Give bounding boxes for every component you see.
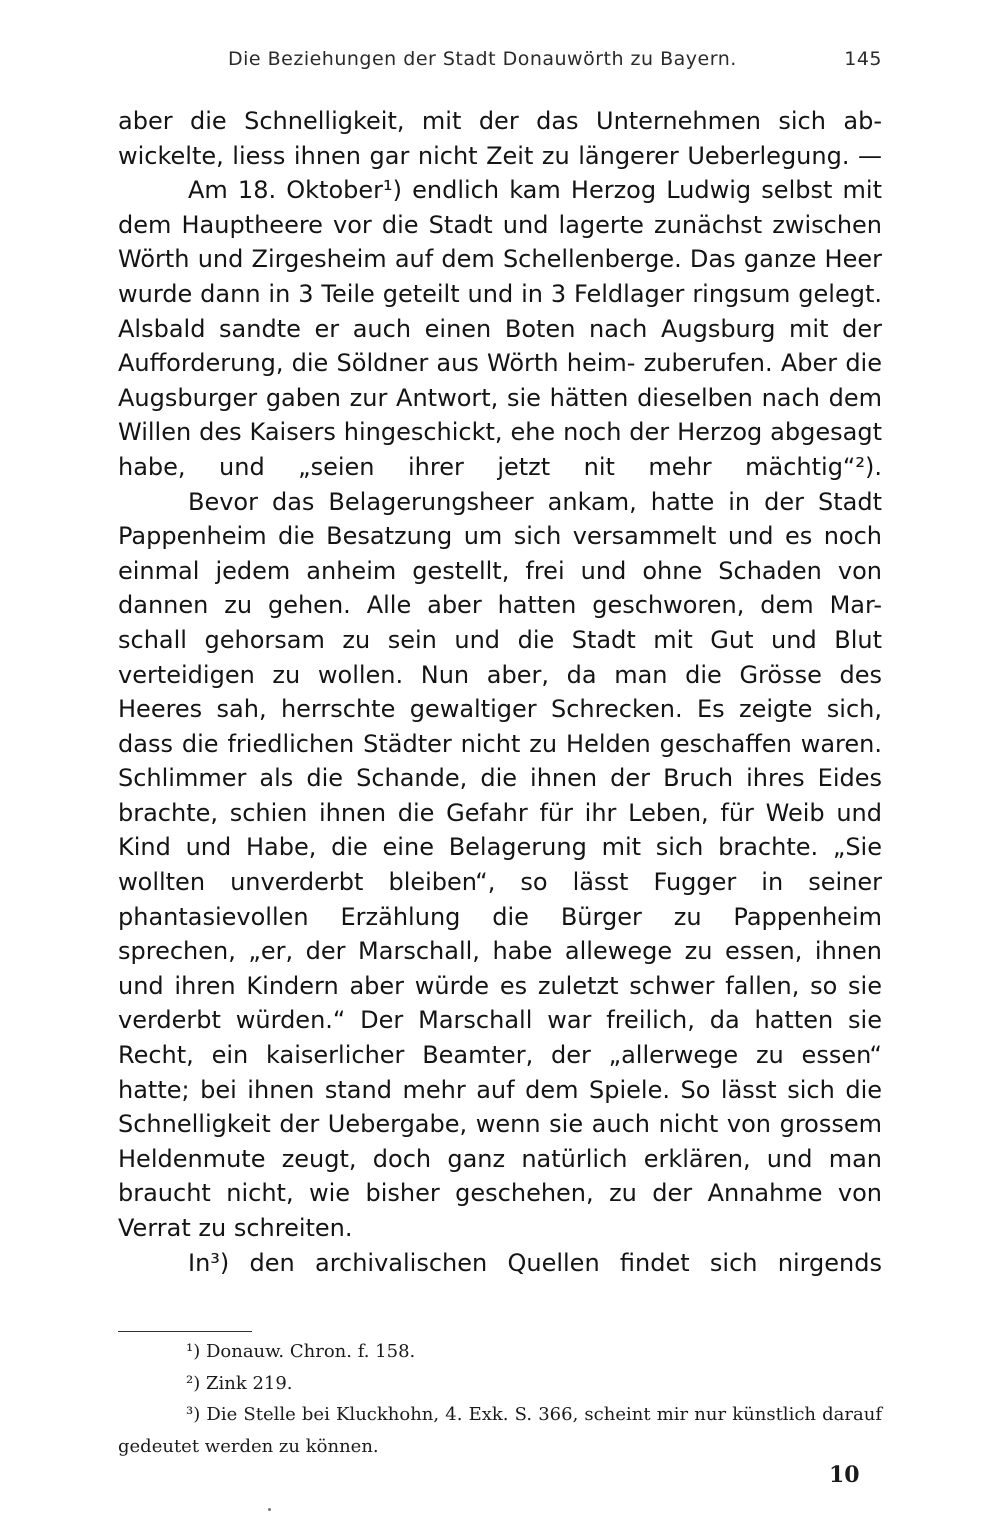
text-line: Am 18. Oktober¹) endlich kam Herzog Ludwig selbst <box>188 176 833 205</box>
paragraph-4 <box>118 1246 882 1281</box>
text-line: ein kaiserlicher Beamter, der „allerwege zu essen“ hatte; <box>118 1041 882 1104</box>
text-line: mit dem Hauptheere vor die Stadt und lagerte zunächst <box>118 176 882 239</box>
text-line: Pappenheim die Besatzung um sich versammelt und es noch <box>118 522 882 551</box>
text-line: dannen zu gehen. Alle aber hatten geschworen, dem Mar- <box>118 591 882 620</box>
text-line: Schlimmer als die Schande, die ihnen der Bruch ihres Eides <box>118 764 882 793</box>
footnote-separator <box>118 1331 252 1332</box>
text-line: zwischen Wörth und Zirgesheim auf dem Schellenberge. Das <box>118 210 882 274</box>
text-line: ehe noch der Herzog abgesagt habe, und „seien ihrer jetzt <box>118 418 882 481</box>
footnote-2: ²) Zink 219. <box>186 1372 293 1394</box>
text-line: hätten dieselben nach dem Willen des Kaisers hingeschickt, <box>118 383 882 447</box>
text-line: ringsum gelegt. Alsbald sandte er auch einen Boten nach <box>118 279 882 343</box>
text-line: „er, der Marschall, habe allewege zu essen, ihnen und ihren <box>118 937 882 1000</box>
text-line: würden.“ Der Marschall war freilich, da hatten sie Recht, <box>118 1006 882 1070</box>
text-line: bei ihnen stand mehr auf dem Spiele. So lässt sich die <box>200 1075 882 1104</box>
text-line: dass die friedlichen Städter nicht zu Helden geschaffen waren. <box>118 729 882 758</box>
text-line: ganze Heer wurde dann in 3 Teile geteilt und in 3 Feldlager <box>118 245 882 308</box>
signature-mark: 10 <box>829 1462 860 1488</box>
text-line: schall gehorsam zu sein und die Stadt mit Gut und Blut <box>118 625 882 654</box>
footnote-3: ³) Die Stelle bei Kluckhohn, 4. Exk. S. 366, scheint mir nur künstlich darauf gedeutet werden zu können. <box>118 1404 882 1457</box>
text-line: Verrat zu schreiten. <box>118 1214 353 1242</box>
text-line: braucht nicht, wie bisher geschehen, zu der Annahme von <box>118 1179 882 1208</box>
text-line: Augsburg mit der Aufforderung, die Söldner aus Wörth heim- <box>118 314 882 378</box>
paragraph-1 <box>118 104 882 173</box>
body-text <box>118 104 882 1280</box>
paragraph-3 <box>118 485 882 1246</box>
text-line: nit mehr mächtig“²). <box>583 452 882 481</box>
stray-mark <box>268 1508 271 1511</box>
text-line: wickelte, liess ihnen gar nicht Zeit zu längerer Ueberlegung. — <box>118 141 882 170</box>
running-header <box>118 48 882 78</box>
text-line: Bevor das Belagerungsheer ankam, hatte in der Stadt <box>188 487 882 516</box>
text-line: Heldenmute zeugt, doch ganz natürlich erklären, und man <box>118 1144 882 1173</box>
text-line: verteidigen zu wollen. Nun aber, da man die Grösse des <box>118 660 882 689</box>
text-line: einmal jedem anheim gestellt, frei und ohne Schaden von <box>118 556 882 585</box>
text-line: zuberufen. Aber die Augsburger gaben zur Antwort, sie <box>118 349 882 412</box>
footnote-1: ¹) Donauw. Chron. f. 158. <box>186 1341 416 1362</box>
page-number: 145 <box>844 48 882 70</box>
text-line: In³) den archivalischen Quellen findet sich nirgends <box>188 1248 882 1277</box>
text-line: Schnelligkeit der Uebergabe, wenn sie auch nicht von grossem <box>118 1110 882 1139</box>
text-line: und Kind und Habe, die eine Belagerung mit sich brachte. <box>118 798 882 862</box>
text-line: Heeres sah, herrschte gewaltiger Schrecken. Es zeigte sich, <box>118 695 882 724</box>
text-line: Kindern aber würde es zuletzt schwer fallen, so sie verderbt <box>118 971 882 1035</box>
text-line: brachte, schien ihnen die Gefahr für ihr Leben, für Weib <box>118 798 825 827</box>
footnotes <box>118 1336 882 1462</box>
running-title: Die Beziehungen der Stadt Donauwörth zu Bayern. <box>228 48 737 70</box>
text-line: phantasievollen Erzählung die Bürger zu Pappenheim sprechen, <box>118 902 882 966</box>
text-line: aber die Schnelligkeit, mit der das Unternehmen sich ab- <box>118 107 882 135</box>
text-line: „Sie wollten unverderbt bleiben“, so lässt Fugger in seiner <box>118 833 882 897</box>
paragraph-2 <box>118 173 882 484</box>
